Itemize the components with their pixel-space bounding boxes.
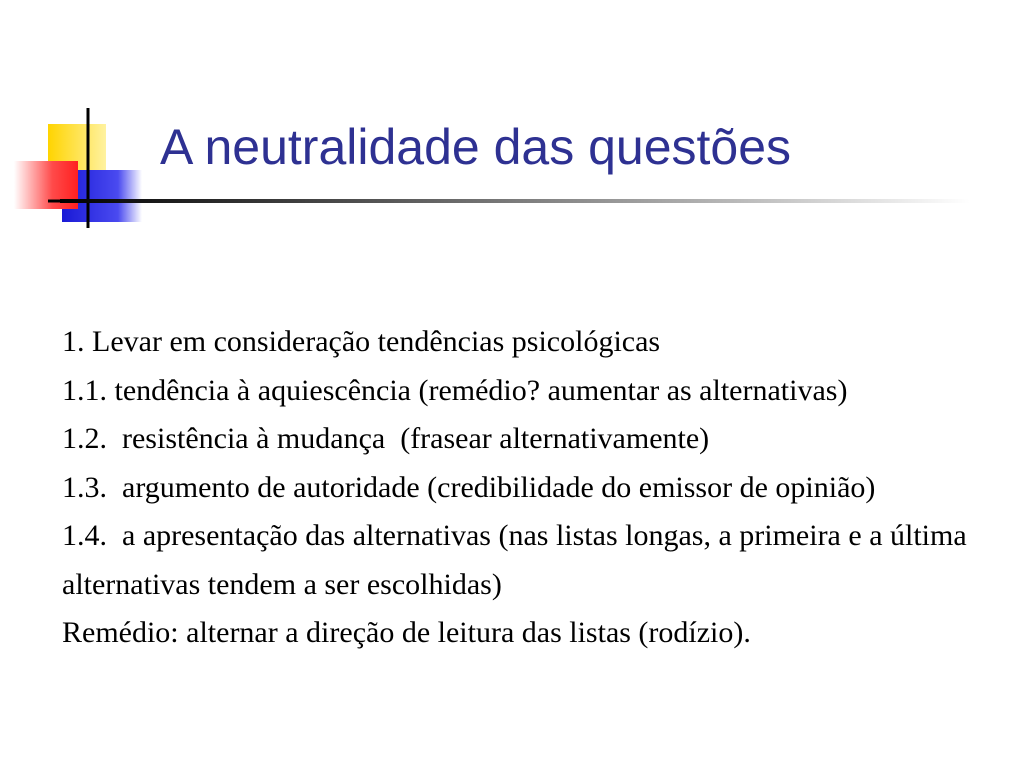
body-line: Remédio: alternar a direção de leitura das listas (rodízio). <box>62 616 751 649</box>
slide-title: A neutralidade das questões <box>160 119 792 175</box>
body-line: 1.3. argumento de autoridade (credibilidade do emissor de opinião) <box>62 470 876 504</box>
decorative-squares-logo <box>0 0 160 240</box>
body-line: 1. Levar em consideração tendências psicológicas <box>62 325 661 358</box>
title-divider <box>60 199 970 203</box>
body-line: 1.1. tendência à aquiescência (remédio? aumentar as alternativas) <box>62 373 848 407</box>
body-line: 1.4. a apresentação das alternativas (nas listas longas, a primeira e a última alternativas tendem a ser escolhidas) <box>62 519 975 601</box>
slide-body <box>62 318 1012 658</box>
body-line: 1.2. resistência à mudança (frasear alternativamente) <box>62 422 710 455</box>
